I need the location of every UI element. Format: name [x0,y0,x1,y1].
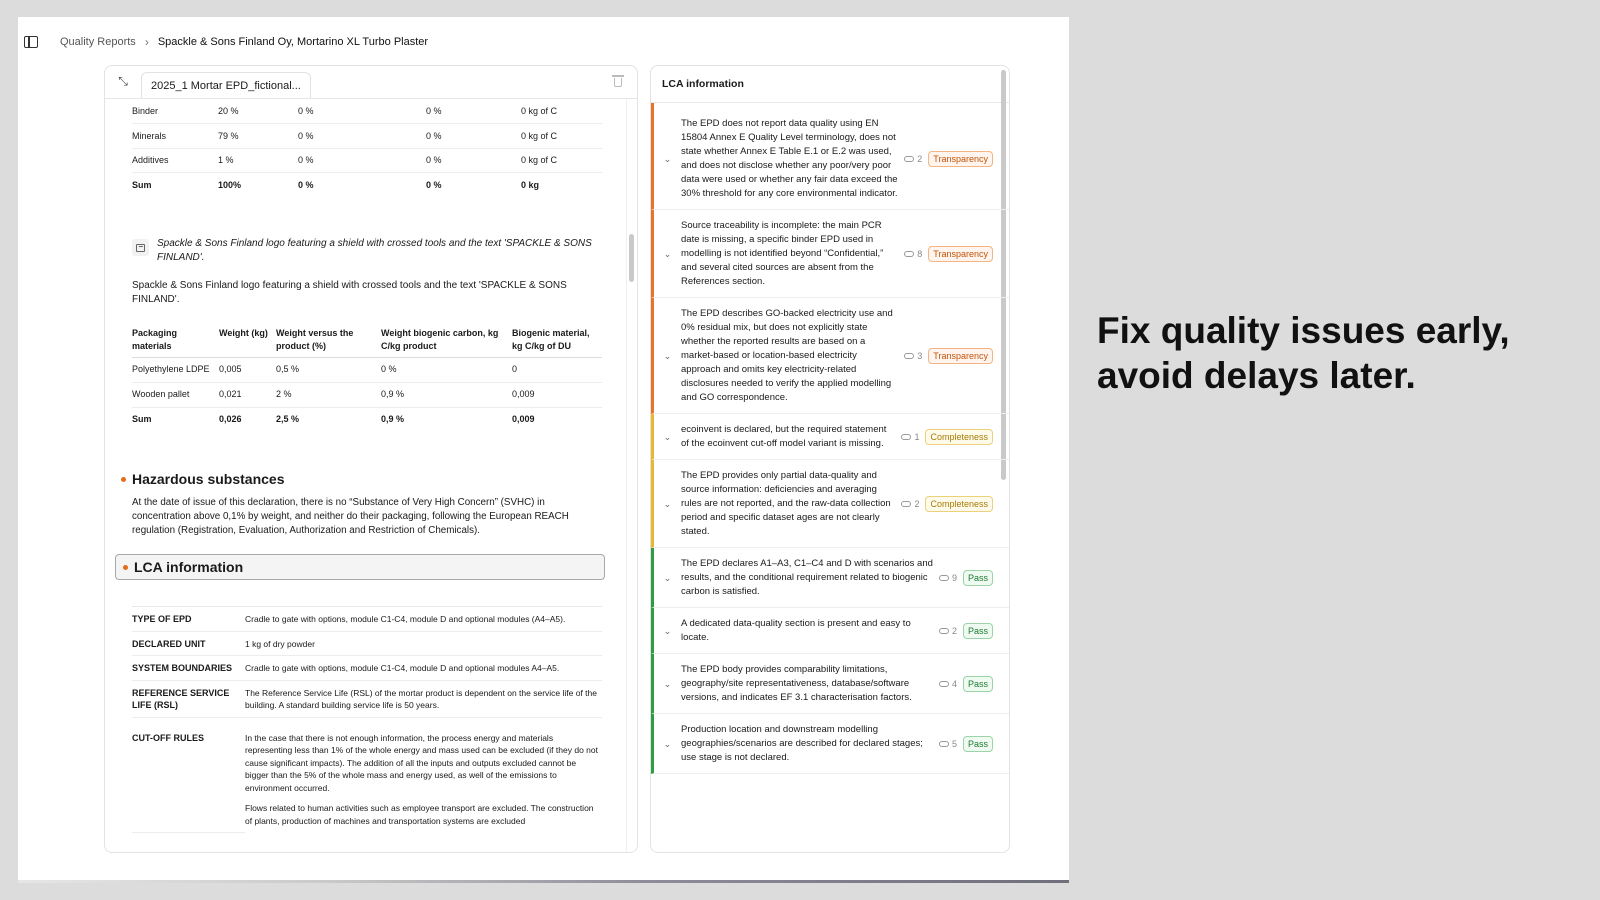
table-row [132,680,602,717]
status-badge: Completeness [925,496,993,512]
table-cell: 20 % [218,99,298,124]
chevron-down-icon[interactable]: ⌄ [663,498,672,509]
table-row [132,148,602,173]
trash-icon[interactable] [613,75,623,87]
reference-count[interactable] [939,573,957,583]
document-content [105,99,627,852]
chevron-down-icon[interactable]: ⌄ [663,572,672,583]
reference-count[interactable] [939,679,957,689]
sidebar-toggle-icon[interactable] [24,36,38,48]
status-badge: Transparency [928,348,993,364]
tagline-line-1: Fix quality issues early, [1097,310,1510,351]
reference-count[interactable] [904,351,922,361]
cutoff-label: CUT-OFF RULES [132,717,245,832]
cutoff-text [245,717,602,832]
lca-issues-panel [650,65,1010,853]
issue-text: The EPD body provides comparability limitations, geography/site representativeness, database/software versions, and indicates EF 3.1 characterisation factors. [681,664,912,703]
lca-section-title: LCA information [134,559,244,575]
image-icon [132,239,149,256]
status-badge: Completeness [925,429,993,445]
window-bottom-edge [18,880,1069,883]
issue-text: Source traceability is incomplete: the main PCR date is missing, a specific binder EPD used in modelling is not identified beyond “Confidential,” and several cited sources are absent from the References section. [681,220,884,287]
link-icon [939,741,949,747]
bullet-dot [121,477,126,482]
chevron-down-icon[interactable]: ⌄ [663,153,672,164]
cutoff-paragraph-1: In the case that there is not enough information, the process energy and materials representing less than 1% of the whole energy and mass used can be excluded (if they do not cause significant impacts). The addition of all the inputs and outputs excluded cannot be bigger than the 5% of the whole mass and energy used, as well of the emissions to environment occurred. [245,732,598,793]
table-cell: 0,021 [219,383,276,408]
table-cell: Minerals [132,124,218,149]
reference-count-value: 2 [914,499,920,509]
issues-list [651,103,1009,774]
top-bar [18,17,1069,67]
hazardous-text: At the date of issue of this declaration, there is no “Substance of Very High Concern” (SVHC) in concentration above 0,1% by weight, and neither do their packaging, following the European REACH regulation (Registration, Evaluation, Authorization and Restriction of Chemicals). [132,497,569,536]
table-cell: 0,5 % [276,358,381,383]
issue-text: Production location and downstream modelling geographies/scenarios are described for declared stages; use stage is not declared. [681,724,923,763]
status-badge: Pass [963,676,993,692]
table-cell: 1 % [218,148,298,173]
table-cell: Binder [132,99,218,124]
document-scrollbar[interactable] [629,234,634,282]
link-icon [939,681,949,687]
reference-count[interactable] [901,499,919,509]
lca-info-table [132,606,602,833]
table-cell: Sum [132,180,152,190]
table-sum-row [132,173,602,198]
table-cell: 0 % [298,99,426,124]
chevron-down-icon[interactable]: ⌄ [663,248,672,259]
table-cell: 0 % [381,358,512,383]
table-cell: 0 % [426,124,521,149]
issue-item[interactable] [651,103,1009,210]
table-row [132,631,602,656]
logo-paragraph: Spackle & Sons Finland logo featuring a shield with crossed tools and the text 'SPACKLE & SONS FINLAND'. [132,280,567,305]
reference-count[interactable] [904,249,922,259]
table-cell: 2,5 % [276,414,300,424]
reference-count-value: 2 [951,626,957,636]
document-panel [104,65,638,853]
table-row [132,717,602,832]
status-badge: Transparency [928,246,993,262]
lca-field-value: The Reference Service Life (RSL) of the mortar product is dependent on the service life of the building. A standard building service life is 50 years. [245,680,602,717]
table-cell: Wooden pallet [132,383,219,408]
table-row [132,124,602,149]
table-cell: 0 % [426,99,521,124]
breadcrumb-root[interactable]: Quality Reports [60,36,136,48]
reference-count-value: 4 [951,679,957,689]
table-cell: 0 % [426,148,521,173]
issue-item[interactable] [651,210,1009,298]
issue-text: The EPD declares A1–A3, C1–C4 and D with scenarios and results, and the conditional requirement related to biogenic carbon is satisfied. [681,558,933,597]
hazardous-heading [121,471,602,487]
reference-count-value: 2 [917,154,923,164]
table-cell: 0,005 [219,358,276,383]
issue-item[interactable] [651,414,1009,460]
reference-count[interactable] [939,739,957,749]
issue-item[interactable] [651,298,1009,414]
link-icon [904,251,914,257]
lca-field-value: Cradle to gate with options, module C1-C4, module D and optional modules (A4–A5). [245,607,602,632]
table-cell: 0 kg of C [521,124,602,149]
issue-item[interactable] [651,460,1009,548]
link-icon [904,156,914,162]
table-cell: 0 kg of C [521,148,602,173]
chevron-down-icon[interactable]: ⌄ [663,350,672,361]
app-window [18,17,1069,882]
lca-field-label: SYSTEM BOUNDARIES [132,656,245,681]
document-scroll-track[interactable] [626,99,637,852]
table-cell: 0 [512,358,602,383]
breadcrumb-separator-icon: › [144,35,149,49]
table-row [132,383,602,408]
column-header: Weight versus the product (%) [276,327,381,358]
issue-item[interactable] [651,608,1009,654]
lca-field-value: Cradle to gate with options, module C1-C4, module D and optional modules A4–A5. [245,656,602,681]
reference-count-value: 5 [951,739,957,749]
hazardous-title: Hazardous substances [132,471,285,487]
status-badge: Pass [963,623,993,639]
table-row [132,656,602,681]
reference-count-value: 3 [917,351,923,361]
table-cell: Polyethylene LDPE [132,358,219,383]
table-cell: 0 % [426,180,442,190]
chevron-down-icon[interactable]: ⌄ [663,678,672,689]
logo-caption: Spackle & Sons Finland logo featuring a shield with crossed tools and the text 'SPACKLE & SONS FINLAND'. [157,238,592,263]
chevron-down-icon[interactable]: ⌄ [663,738,672,749]
table-cell: 0,026 [219,414,242,424]
issue-text: The EPD does not report data quality using EN 15804 Annex E Quality Level terminology, does not state whether Annex E Table E.1 or E.2 was used, and does not disclose whether any poor/very poor data were used or whether any fair data exceed the 30% threshold for any core environmental indicator. [681,118,898,199]
collapse-icon[interactable]: ⤡ [118,74,128,88]
column-header: Biogenic material, kg C/kg of DU [512,327,602,358]
reference-count-value: 8 [917,249,923,259]
packaging-table [132,327,602,432]
table-cell: 0 kg of C [521,99,602,124]
table-cell: 0,9 % [381,383,512,408]
table-cell: 0,9 % [381,414,405,424]
table-cell: 0 % [298,124,426,149]
reference-count-value: 9 [951,573,957,583]
materials-table [132,99,602,197]
link-icon [901,501,911,507]
table-cell: 0 kg [521,180,540,190]
logo-image-placeholder [132,237,602,265]
chevron-down-icon[interactable]: ⌄ [663,625,672,636]
lca-field-label: REFERENCE SERVICE LIFE (RSL) [132,680,245,717]
issue-item[interactable] [651,548,1009,608]
status-badge: Pass [963,736,993,752]
table-cell: 79 % [218,124,298,149]
issue-item[interactable] [651,654,1009,714]
column-header: Weight (kg) [219,327,276,358]
table-row [132,358,602,383]
lca-field-label: TYPE OF EPD [132,607,245,632]
document-tab-bar [105,66,637,99]
reference-count[interactable] [901,432,919,442]
table-cell: 100% [218,180,242,190]
link-icon [939,628,949,634]
tagline [1097,308,1510,398]
tagline-line-2: avoid delays later. [1097,355,1416,396]
link-icon [904,353,914,359]
table-cell: 0 % [298,180,314,190]
status-badge: Pass [963,570,993,586]
table-cell: 0 % [298,148,426,173]
table-cell: Additives [132,148,218,173]
reference-count-value: 1 [914,432,920,442]
status-badge: Transparency [928,151,993,167]
issue-text: A dedicated data-quality section is present and easy to locate. [681,618,911,643]
chevron-down-icon[interactable]: ⌄ [663,431,672,442]
column-header: Weight biogenic carbon, kg C/kg product [381,327,512,358]
reference-count[interactable] [904,154,922,164]
table-header-row [132,327,602,358]
cutoff-paragraph-2: Flows related to human activities such as employee transport are excluded. The construction of plants, production of machines and transportation systems are excluded [245,803,594,826]
link-icon [939,575,949,581]
link-icon [901,434,911,440]
table-row [132,607,602,632]
issue-text: ecoinvent is declared, but the required statement of the ecoinvent cut-off model variant is missing. [681,424,887,449]
issue-item[interactable] [651,714,1009,774]
issue-text: The EPD describes GO-backed electricity use and 0% residual mix, but does not explicitly state whether the reported results are based on a market-based or location-based electricity approach and omits key electricity-related disclosures needed to verify the applied modelling and GO correspondence. [681,308,893,403]
document-tab[interactable]: 2025_1 Mortar EPD_fictional... [141,72,311,98]
column-header: Packaging materials [132,327,219,358]
lca-field-value: 1 kg of dry powder [245,631,602,656]
table-cell: 0,009 [512,414,535,424]
table-row [132,99,602,124]
reference-count[interactable] [939,626,957,636]
table-cell: 2 % [276,383,381,408]
lca-section-heading[interactable] [115,554,605,580]
lca-panel-title: LCA information [651,66,1009,103]
bullet-dot [123,565,128,570]
table-cell: Sum [132,414,152,424]
table-sum-row [132,408,602,433]
issue-text: The EPD provides only partial data-quality and source information: deficiencies and averaging rules are not reported, and the raw-data collection period and specific dataset ages are not clearly stated. [681,470,891,537]
breadcrumb-current: Spackle & Sons Finland Oy, Mortarino XL Turbo Plaster [157,36,429,48]
table-cell: 0,009 [512,383,602,408]
lca-field-label: DECLARED UNIT [132,631,245,656]
